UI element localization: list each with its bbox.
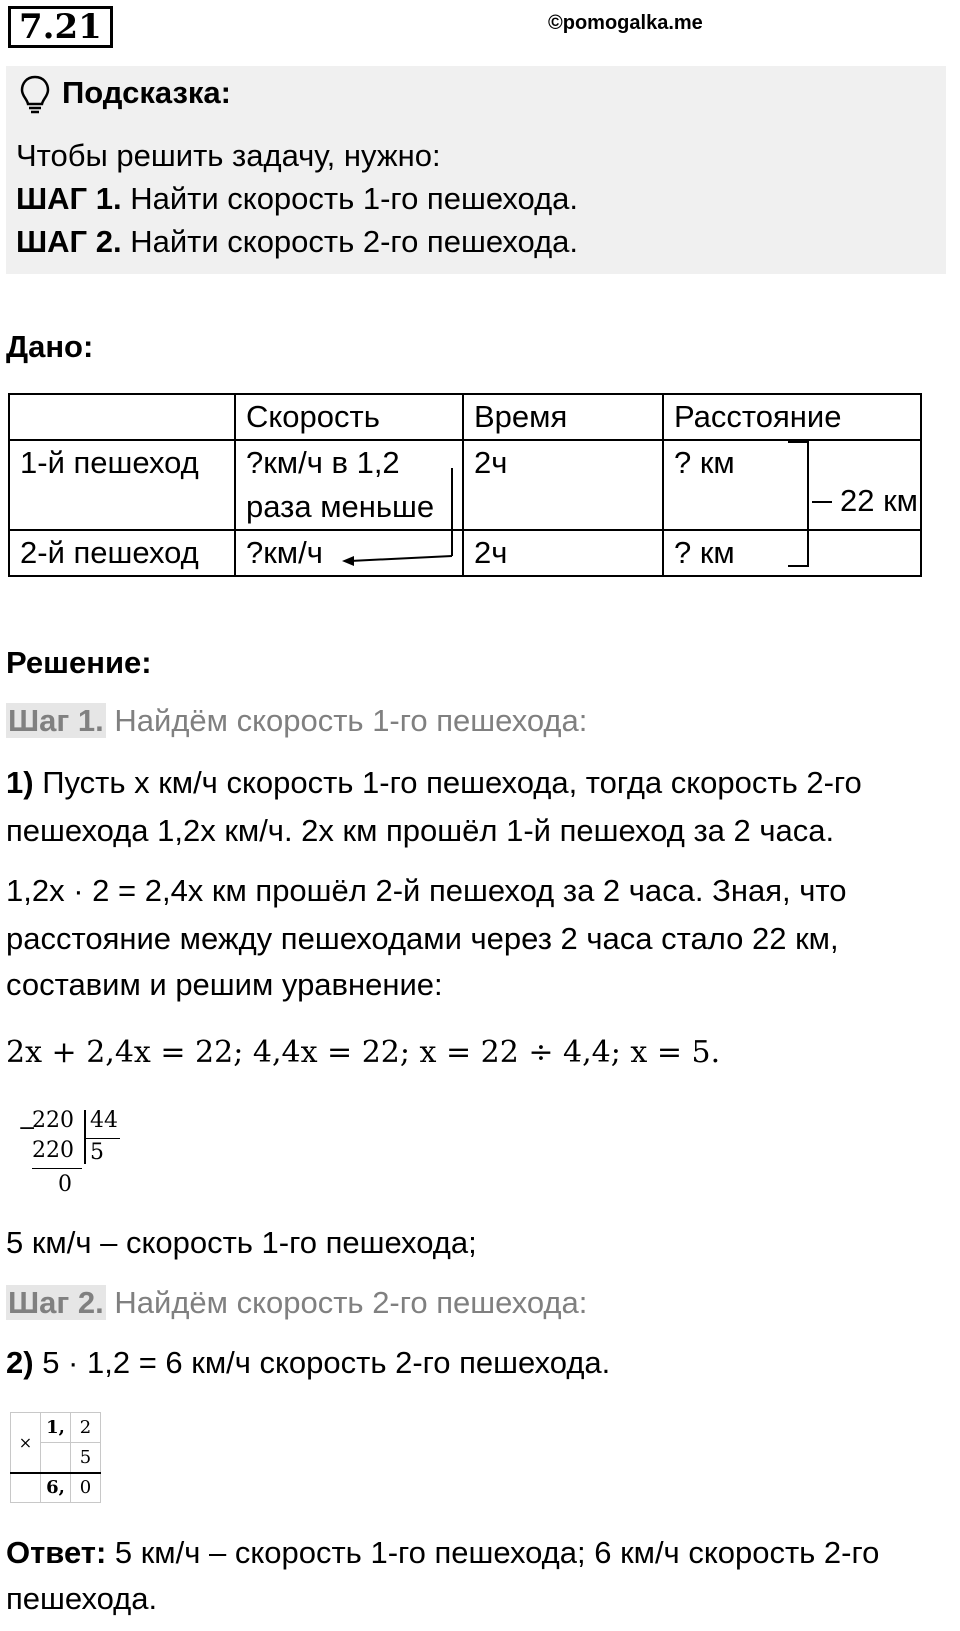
- paragraph-2-line3: составим и решим уравнение:: [6, 967, 443, 1002]
- mul-sign: ×: [11, 1413, 41, 1473]
- table-row: [9, 530, 921, 576]
- division-vertical-line: [84, 1110, 86, 1164]
- minus-sign: −: [18, 1116, 37, 1141]
- hint-title: Подсказка:: [62, 75, 231, 110]
- row1-name: 1-й пешеход: [9, 440, 235, 530]
- table-header-time: Время: [463, 394, 663, 440]
- step1-heading: [6, 698, 587, 744]
- hint-step-2-text: Найти скорость 2-го пешехода.: [121, 224, 579, 259]
- table-header-row: [9, 394, 921, 440]
- mul-a2: 2: [71, 1413, 101, 1443]
- paragraph-1-line2: пешехода 1,2x км/ч. 2x км прошёл 1-й пешеход за 2 часа.: [6, 813, 835, 848]
- answer-line1: [6, 1530, 879, 1576]
- bracket-dash: [810, 500, 834, 504]
- hint-step-2: [16, 219, 578, 265]
- row1-distance: ? км: [663, 440, 921, 530]
- long-division: [18, 1108, 128, 1208]
- divisor: 44: [90, 1108, 118, 1133]
- answer-text: 5 км/ч – скорость 1-го пешехода; 6 км/ч скорость 2-го: [106, 1535, 880, 1570]
- multiplication-grid: [10, 1412, 101, 1503]
- row2-name: 2-й пешеход: [9, 530, 235, 576]
- mul-r1: 6,: [41, 1473, 71, 1503]
- comparison-arrow: [340, 462, 460, 566]
- given-title: Дано:: [6, 329, 94, 364]
- paragraph-3: [6, 1340, 610, 1386]
- problem-number: 7.21: [8, 6, 113, 48]
- row1-time: 2ч: [463, 440, 663, 530]
- step2-heading: [6, 1280, 587, 1326]
- step1-tag: Шаг 1.: [8, 703, 104, 738]
- watermark: ©pomogalka.me: [548, 12, 703, 34]
- mul-r2: 0: [71, 1473, 101, 1503]
- subtraction-line: [32, 1168, 82, 1169]
- row1-speed-line2: раза меньше: [246, 489, 435, 524]
- table-header-empty: [9, 394, 235, 440]
- answer-line2: пешехода.: [6, 1581, 158, 1616]
- paragraph-2-line2: расстояние между пешеходами через 2 часа стало 22 км,: [6, 921, 839, 956]
- row2-speed: ?км/ч: [235, 530, 463, 576]
- paragraph-1-line1: [6, 760, 862, 806]
- hint-step-1-text: Найти скорость 1-го пешехода.: [121, 181, 579, 216]
- row1-speed-line1: ?км/ч в 1,2: [246, 445, 400, 480]
- mul-row: [11, 1473, 101, 1503]
- step1-title: Найдём скорость 1-го пешехода:: [105, 703, 588, 738]
- table-row: [9, 440, 921, 530]
- distance-bracket: [786, 440, 816, 568]
- equation: 2x + 2,4x = 22; 4,4x = 22; x = 22 ÷ 4,4; x = 5.: [6, 1035, 721, 1070]
- paragraph-1-num: 1): [6, 765, 34, 800]
- answer-label: Ответ:: [6, 1535, 107, 1570]
- mul-empty: [11, 1473, 41, 1503]
- row2-time: 2ч: [463, 530, 663, 576]
- lightbulb-icon: [18, 74, 52, 114]
- mul-b: 5: [71, 1443, 101, 1473]
- dividend: 220: [32, 1108, 74, 1133]
- solution-title: Решение:: [6, 645, 152, 680]
- divisor-underline: [86, 1138, 120, 1139]
- remainder: 0: [58, 1172, 72, 1197]
- given-table: [8, 393, 922, 577]
- step2-title: Найдём скорость 2-го пешехода:: [105, 1285, 588, 1320]
- mul-row: [11, 1413, 101, 1443]
- result-1: 5 км/ч – скорость 1-го пешехода;: [6, 1225, 477, 1260]
- hint-step-1: [16, 176, 578, 222]
- mul-empty: [41, 1443, 71, 1473]
- step2-tag: Шаг 2.: [8, 1285, 104, 1320]
- paragraph-2-line1: 1,2x · 2 = 2,4x км прошёл 2-й пешеход за 2 часа. Зная, что: [6, 873, 847, 908]
- table-header-distance: Расстояние: [663, 394, 921, 440]
- paragraph-1-text: Пусть x км/ч скорость 1-го пешехода, тогда скорость 2-го: [33, 765, 862, 800]
- subtrahend: 220: [32, 1138, 74, 1163]
- table-header-speed: Скорость: [235, 394, 463, 440]
- row2-distance: ? км: [663, 530, 921, 576]
- hint-intro: Чтобы решить задачу, нужно:: [16, 138, 441, 173]
- quotient: 5: [90, 1140, 104, 1165]
- hint-step-1-label: ШАГ 1.: [16, 181, 122, 216]
- hint-step-2-label: ШАГ 2.: [16, 224, 122, 259]
- paragraph-3-text: 5 · 1,2 = 6 км/ч скорость 2-го пешехода.: [33, 1345, 611, 1380]
- mul-a1: 1,: [41, 1413, 71, 1443]
- total-distance: 22 км: [840, 483, 918, 518]
- paragraph-3-num: 2): [6, 1345, 34, 1380]
